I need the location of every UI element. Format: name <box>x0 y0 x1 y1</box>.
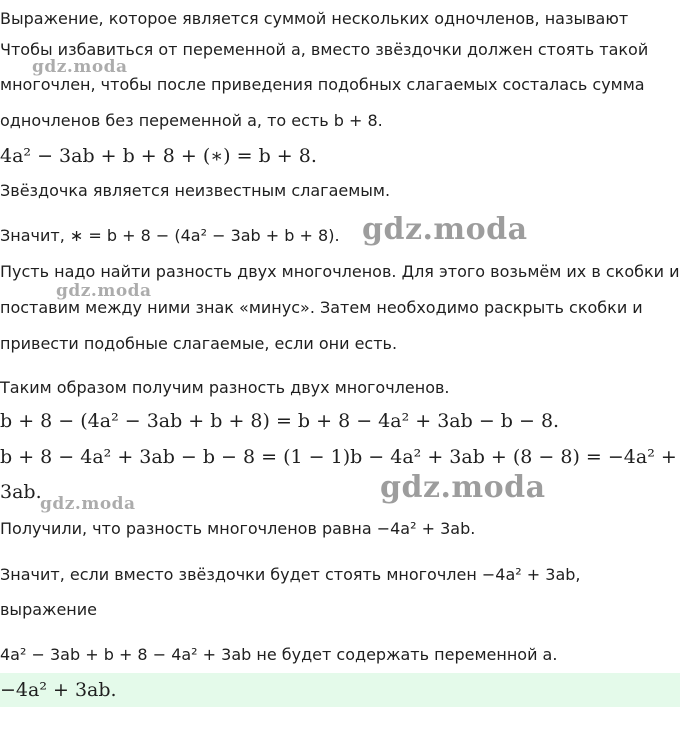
text-line-13: выражение <box>0 600 97 619</box>
text-line-4: одночленов без переменной a, то есть b + 8. <box>0 111 383 130</box>
text-line-3: многочлен, чтобы после приведения подобных слагаемых состалась сумма <box>0 75 645 94</box>
text-line-7: Пусть надо найти разность двух многочленов. Для этого возьмём их в скобки и <box>0 262 680 281</box>
text-line-12: Значит, если вместо звёздочки будет стоять многочлен −4a² + 3ab, <box>0 565 581 584</box>
math-line-equation: 4a² − 3ab + b + 8 + (∗) = b + 8. <box>0 145 317 167</box>
answer-text: −4a² + 3ab. <box>0 679 117 701</box>
text-line-2: Чтобы избавиться от переменной a, вместо звёздочки должен стоять такой <box>0 40 649 59</box>
watermark: gdz.moda <box>40 494 136 514</box>
text-line-1: Выражение, которое является суммой нескольких одночленов, называют <box>0 9 629 28</box>
watermark: gdz.moda <box>56 281 152 301</box>
text-line-6: Значит, ∗ = b + 8 − (4a² − 3ab + b + 8). <box>0 226 340 245</box>
text-line-5: Звёздочка является неизвестным слагаемым. <box>0 181 391 200</box>
text-line-9: привести подобные слагаемые, если они есть. <box>0 334 398 353</box>
math-line-simplify: b + 8 − 4a² + 3ab − b − 8 = (1 − 1)b − 4a² + 3ab + (8 − 8) = −4a² + <box>0 446 677 468</box>
math-line-simplify-end: 3ab. <box>0 481 42 503</box>
answer-box <box>0 673 680 707</box>
watermark: gdz.moda <box>32 57 128 77</box>
text-line-10: Таким образом получим разность двух многочленов. <box>0 378 450 397</box>
watermark: gdz.moda <box>380 470 546 505</box>
watermark: gdz.moda <box>362 212 528 247</box>
text-line-8: поставим между ними знак «минус». Затем необходимо раскрыть скобки и <box>0 298 643 317</box>
math-line-difference: b + 8 − (4a² − 3ab + b + 8) = b + 8 − 4a² + 3ab − b − 8. <box>0 410 560 432</box>
text-line-14: 4a² − 3ab + b + 8 − 4a² + 3ab не будет содержать переменной a. <box>0 645 558 664</box>
text-line-11: Получили, что разность многочленов равна −4a² + 3ab. <box>0 519 476 538</box>
